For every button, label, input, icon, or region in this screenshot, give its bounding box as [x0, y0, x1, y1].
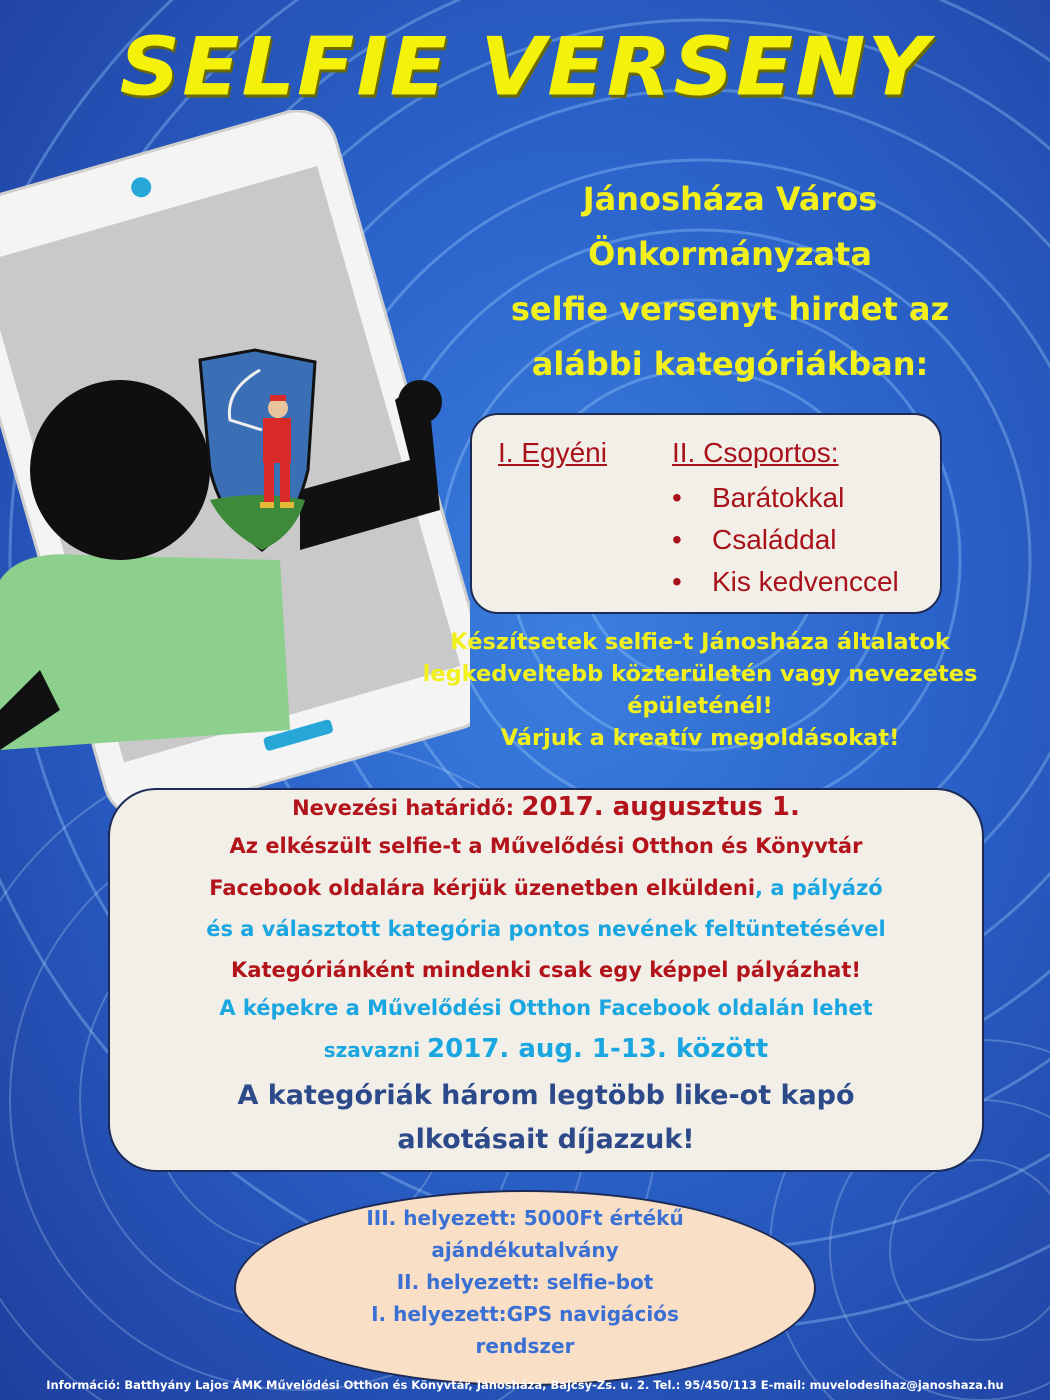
list-item: • Barátokkal: [672, 477, 899, 519]
rules-line-5: Kategóriánként mindenki csak egy képpel pályázhat!: [231, 958, 861, 982]
intro-line-2: Önkormányzata: [588, 235, 872, 273]
bullet-icon: •: [672, 482, 682, 513]
categories-box: [470, 413, 942, 614]
cta-line-1: Készítsetek selfie-t Jánosháza általatok: [450, 629, 950, 655]
prize-line-5: rendszer: [475, 1334, 575, 1358]
poster-title: SELFIE VERSENY: [119, 20, 931, 114]
deadline-date: 2017. augusztus 1.: [521, 792, 800, 822]
prizes-ellipse: [234, 1190, 816, 1386]
prize-line-1: III. helyezett: 5000Ft értékű: [366, 1206, 684, 1230]
call-to-action-text: [360, 626, 1040, 754]
rules-line-6: A képekre a Művelődési Otthon Facebook oldalán lehet: [219, 996, 873, 1020]
list-item: • Kis kedvenccel: [672, 561, 899, 603]
cta-line-3: épületénél!: [627, 693, 773, 719]
category-group: II. Csoportos:: [672, 437, 839, 468]
cta-line-4: Várjuk a kreatív megoldásokat!: [500, 725, 900, 751]
rules-line-8: A kategóriák három legtöbb like-ot kapó: [237, 1080, 855, 1111]
prize-line-2: ajándékutalvány: [431, 1238, 619, 1262]
rules-line-9: alkotásait díjazzuk!: [397, 1124, 695, 1155]
rules-line-7: szavazni 2017. aug. 1-13. között: [323, 1034, 769, 1064]
bullet-icon: •: [672, 566, 682, 597]
intro-line-4: alábbi kategóriákban:: [531, 345, 929, 383]
cta-line-2: legkedveltebb közterületén vagy nevezetes: [422, 661, 978, 687]
prize-line-4: I. helyezett:GPS navigációs: [371, 1302, 679, 1326]
intro-line-3: selfie versenyt hirdet az: [510, 290, 950, 328]
group-subcategory-list: [672, 477, 899, 603]
rules-line-3: Facebook oldalára kérjük üzenetben elküldeni, a pályázó: [209, 876, 883, 900]
deadline-label: Nevezési határidő:: [292, 796, 515, 820]
rules-line-2: Az elkészült selfie-t a Művelődési Otthon és Könyvtár: [229, 834, 863, 858]
list-item: • Családdal: [672, 519, 899, 561]
intro-line-1: Jánosháza Város: [582, 180, 878, 218]
intro-text: [440, 172, 1020, 392]
rules-line-4: és a választott kategória pontos nevének feltüntetésével: [206, 917, 886, 941]
category-individual: I. Egyéni: [498, 437, 607, 468]
deadline-line: [110, 792, 982, 822]
footer-info: Információ: Batthyány Lajos ÁMK Művelődési Otthon és Könyvtár, Jánosháza, Bajcsy-Zs. u. 2. Tel.: 95/450/113 E-mail: muvelodesihaz@janoshaza.hu: [46, 1378, 1004, 1392]
bullet-icon: •: [672, 524, 682, 555]
rules-box: [108, 788, 984, 1172]
prize-line-3: II. helyezett: selfie-bot: [396, 1270, 654, 1294]
